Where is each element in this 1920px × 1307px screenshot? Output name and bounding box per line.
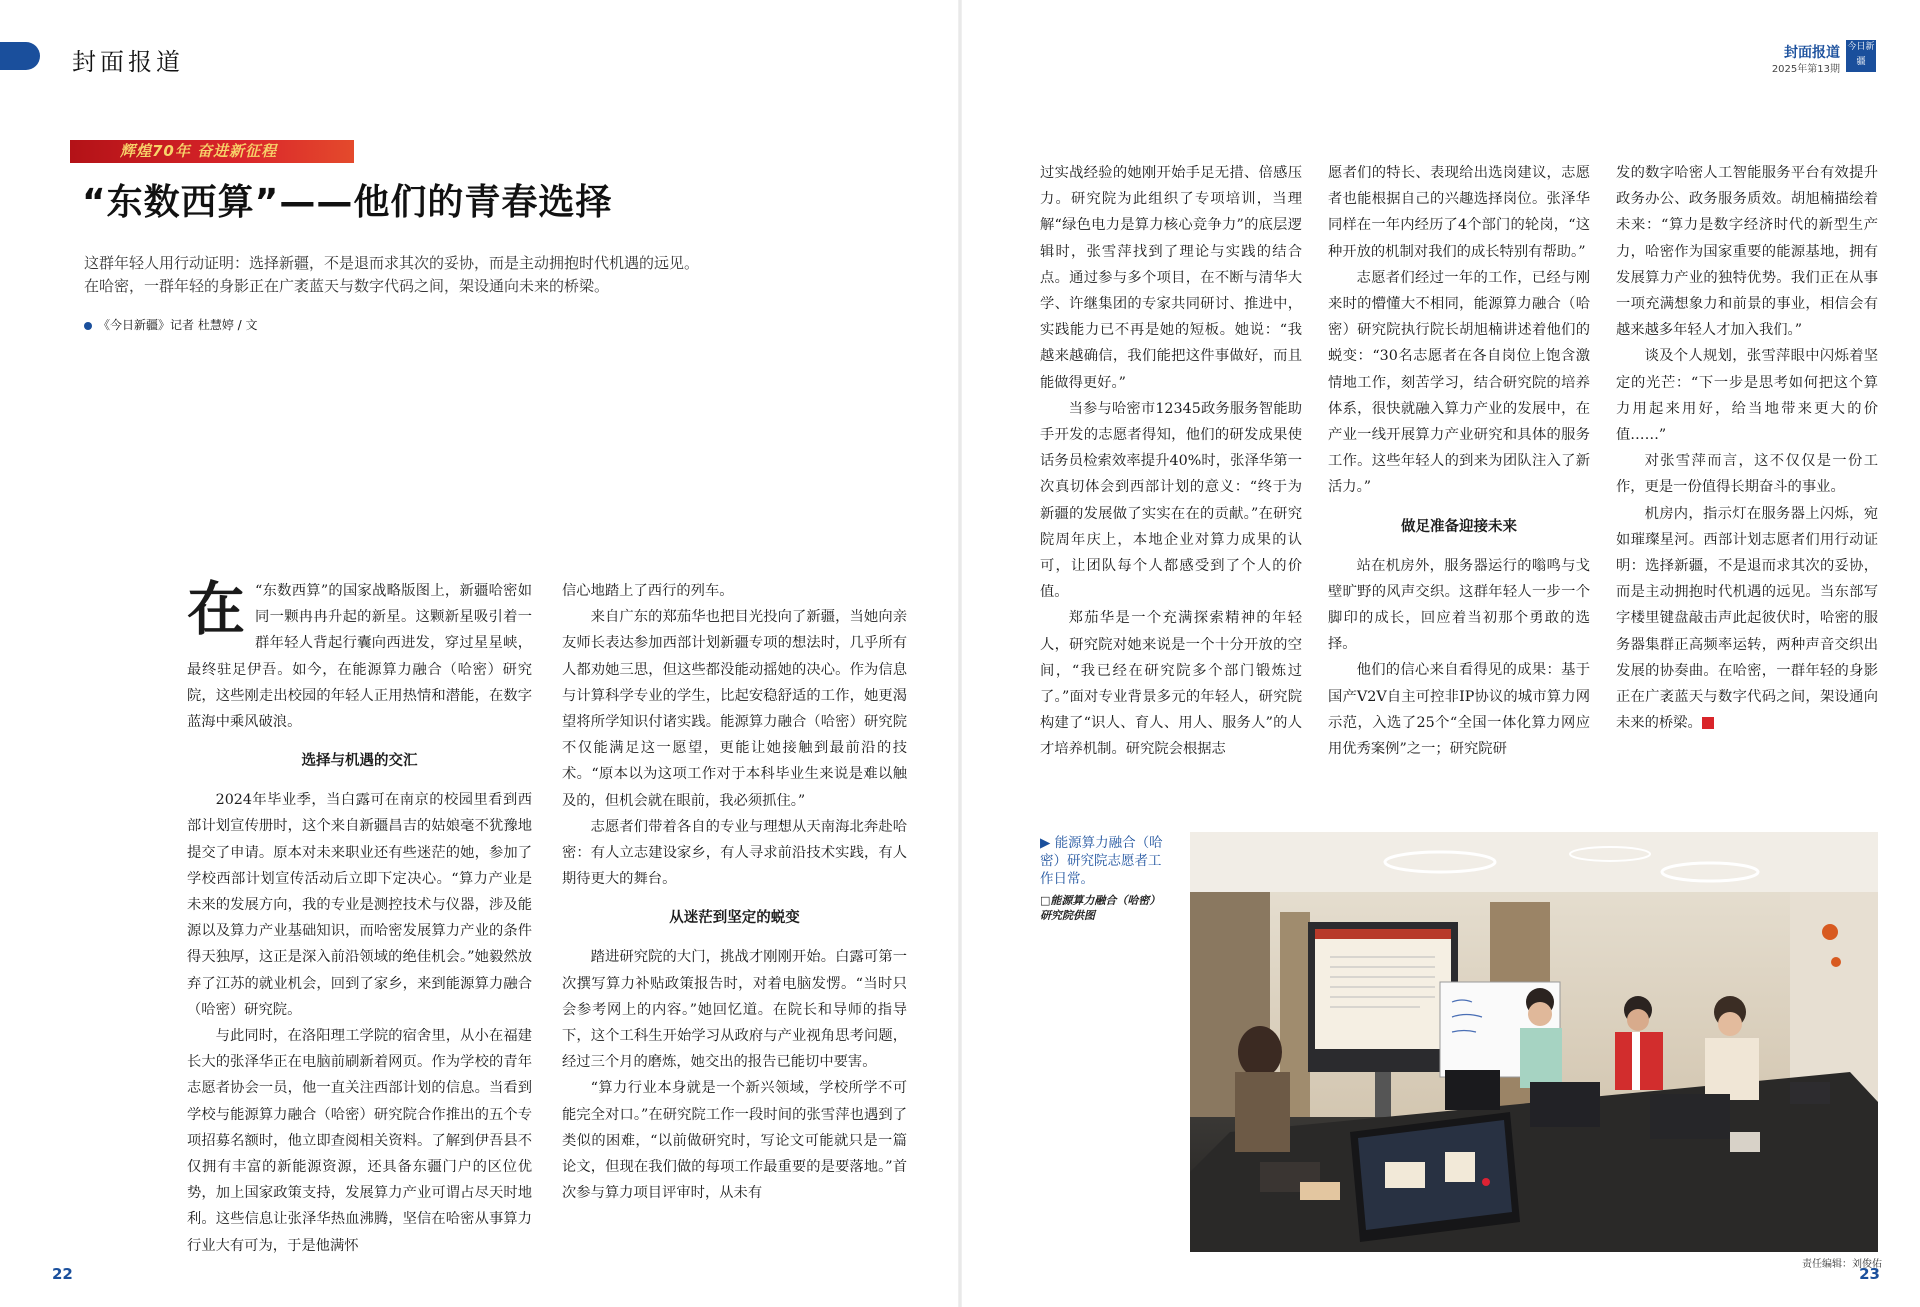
paragraph: 2024年毕业季，当白露可在南京的校园里看到西部计划宣传册时，这个来自新疆昌吉的姑娘毫不犹豫地提交了申请。原本对未来职业还有些迷茫的她，参加了学校西部计划宣传活动后立即下定决心。“算力产业是未来的发展方向，我的专业是测控技术与仪器，涉及能源以及算力产业基础知识，而哈密发展算力产业的条件得天独厚，这正是深入前沿领域的绝佳机会。”她毅然放弃了江苏的就业机会，回到了家乡，来到能源算力融合（哈密）研究院。 bbox=[187, 792, 532, 1018]
byline-text: 《今日新疆》记者 杜慧婷 / 文 bbox=[98, 318, 258, 332]
paragraph-text: “东数西算”的国家战略版图上，新疆哈密如同一颗冉冉升起的新星。这颗新星吸引着一群年轻人背起行囊向西进发，穿过星星峡，最终驻足伊吾。如今，在能源算力融合（哈密）研究院，这些刚走出校园的年轻人正用热情和潜能，在数字蓝海中乘风破浪。 bbox=[187, 583, 532, 731]
paragraph: 信心地踏上了西行的列车。 bbox=[562, 583, 734, 599]
paragraph: 当参与哈密市12345政务服务智能助手开发的志愿者得知，他们的研发成果使话务员检索效率提升40%时，张泽华第一次真切体会到西部计划的意义：“终于为新疆的发展做了实实在在的贡献。”在研究院周年庆上，本地企业对算力成果的认可，让团队每个人都感受到了个人的价值。 bbox=[1040, 400, 1302, 601]
page-number-right: 23 bbox=[1859, 1265, 1880, 1283]
paragraph: 对张雪萍而言，这不仅仅是一份工作，更是一份值得长期奋斗的事业。 bbox=[1616, 453, 1878, 496]
byline-bullet-icon bbox=[84, 322, 92, 330]
page-gutter bbox=[958, 0, 962, 1307]
text-column-1 bbox=[187, 575, 532, 1259]
paragraph: 站在机房外，服务器运行的嗡鸣与戈壁旷野的风声交织。这群年轻人一步一个脚印的成长，回应着当初那个勇敢的选择。 bbox=[1328, 557, 1590, 653]
paragraph: 谈及个人规划，张雪萍眼中闪烁着坚定的光芒：“下一步是思考如何把这个算力用起来用好，给当地带来更大的价值……” bbox=[1616, 348, 1878, 444]
page-number-left: 22 bbox=[52, 1265, 73, 1283]
paragraph: 志愿者们带着各自的专业与理想从天南海北奔赴哈密：有人立志建设家乡，有人寻求前沿技术实践，有人期待更大的舞台。 bbox=[562, 818, 907, 888]
subheading: 选择与机遇的交汇 bbox=[301, 753, 418, 770]
paragraph: 他们的信心来自看得见的成果：基于国产V2V自主可控非IP协议的城市算力网示范，入选了25个“全国一体化算力网应用优秀案例”之一；研究院研 bbox=[1328, 662, 1590, 758]
paragraph bbox=[187, 575, 532, 735]
section-tab-marker bbox=[0, 42, 40, 70]
paragraph: 与此同时，在洛阳理工学院的宿舍里，从小在福建长大的张泽华正在电脑前刷新着网页。作为学校的青年志愿者协会一员，他一直关注西部计划的信息。当看到学校与能源算力融合（哈密）研究院合作推出的五个专项招募名额时，他立即查阅相关资料。了解到伊吾县不仅拥有丰富的新能源资源，还具备东疆门户的区位优势，加上国家政策支持，发展算力产业可谓占尽天时地利。这些信息让张泽华热血沸腾，坚信在哈密从事算力行业大有可为，于是他满怀 bbox=[187, 1028, 532, 1254]
photo-caption bbox=[1040, 834, 1170, 888]
office-scene-illustration bbox=[1190, 832, 1878, 1252]
subheading: 做足准备迎接未来 bbox=[1401, 518, 1517, 535]
paragraph: “算力行业本身就是一个新兴领域，学校所学不可能完全对口。”在研究院工作一段时间的张雪萍也遇到了类似的困难，“以前做研究时，写论文可能就只是一篇论文，但现在我们做的每项工作最重要的是要落地。”首次参与算力项目评审时，从未有 bbox=[562, 1080, 907, 1202]
lead-line-2: 在哈密，一群年轻的身影正在广袤蓝天与数字代码之间，架设通向未来的桥梁。 bbox=[84, 277, 610, 295]
paragraph-text: 机房内，指示灯在服务器上闪烁，宛如璀璨星河。西部计划志愿者们用行动证明：选择新疆，不是退而求其次的妥协，而是主动拥抱时代机遇的远见。当东部写字楼里键盘敲击声此起彼伏时，哈密的服务器集群正高频率运转，两种声音交织出发展的协奏曲。在哈密，一群年轻的身影正在广袤蓝天与数字代码之间，架设通向未来的桥梁。 bbox=[1616, 505, 1878, 732]
end-mark-icon: J bbox=[1702, 717, 1714, 729]
paragraph: 志愿者们经过一年的工作，已经与刚来时的懵懂大不相同，能源算力融合（哈密）研究院执行院长胡旭楠讲述着他们的蜕变：“30名志愿者在各自岗位上饱含激情地工作，刻苦学习，结合研究院的培养体系，很快就融入算力产业的发展中，在产业一线开展算力产业研究和具体的服务工作。这些年轻人的到来为团队注入了新活力。” bbox=[1328, 269, 1590, 496]
issue-number: 2025年第13期 bbox=[1771, 64, 1840, 75]
paragraph: 郑茄华是一个充满探索精神的年轻人，研究院对她来说是一个十分开放的空间，“我已经在研究院多个部门锻炼过了。”面对专业背景多元的年轻人，研究院构建了“识人、育人、用人、服务人”的人才培养机制。研究院会根据志 bbox=[1040, 610, 1302, 758]
paragraph: 过实战经验的她刚开始手足无措、倍感压力。研究院为此组织了专项培训，当理解“绿色电力是算力核心竞争力”的底层逻辑时，张雪萍找到了理论与实践的结合点。通过参与多个项目，在不断与清华大学、许继集团的专家共同研讨、推进中，实践能力已不再是她的短板。她说：“我越来越确信，我们能把这件事做好，而且能做得更好。” bbox=[1040, 165, 1302, 391]
drop-cap: 在 bbox=[187, 575, 246, 643]
subheading: 从迷茫到坚定的蜕变 bbox=[669, 910, 800, 927]
paragraph: 来自广东的郑茄华也把目光投向了新疆，当她向亲友师长表达参加西部计划新疆专项的想法时，几乎所有人都劝她三思，但这些都没能动摇她的决心。作为信息与计算科学专业的学生，比起安稳舒适的工作，她更渴望将所学知识付诸实践。能源算力融合（哈密）研究院不仅能满足这一愿望，更能让她接触到最前沿的技术。“原本以为这项工作对于本科毕业生来说是难以触及的，但机会就在眼前，我必须抓住。” bbox=[562, 609, 907, 809]
section-title-left: 封面报道 bbox=[72, 48, 184, 76]
text-column-3 bbox=[1040, 160, 1302, 763]
caption-arrow-icon: ▶ bbox=[1040, 835, 1051, 851]
photo-credit: □能源算力融合（哈密）研究院供图 bbox=[1040, 894, 1161, 922]
article-title: “东数西算”——他们的青春选择 bbox=[82, 182, 613, 223]
paragraph: 发的数字哈密人工智能服务平台有效提升政务办公、政务服务质效。胡旭楠描绘着未来：“算力是数字经济时代的新型生产力，哈密作为国家重要的能源基地，拥有发展算力产业的独特优势。我们正在从事一项充满想象力和前景的事业，相信会有越来越多年轻人才加入我们。” bbox=[1616, 165, 1878, 339]
magazine-logo: 今日新疆 bbox=[1846, 40, 1876, 72]
anniversary-banner: 辉煌70年 奋进新征程 bbox=[70, 140, 354, 163]
byline bbox=[84, 316, 258, 333]
article-lead bbox=[84, 252, 724, 298]
text-column-4 bbox=[1328, 160, 1590, 762]
paragraph: 踏进研究院的大门，挑战才刚刚开始。白露可第一次撰写算力补贴政策报告时，对着电脑发愣。“当时只会参考网上的内容。”她回忆道。在院长和导师的指导下，这个工科生开始学习从政府与产业视角思考问题，经过三个月的磨炼，她交出的报告已能切中要害。 bbox=[562, 949, 907, 1071]
text-column-5 bbox=[1616, 160, 1878, 736]
section-title-right: 封面报道 bbox=[1784, 45, 1840, 61]
editor-credit: 责任编辑：刘俊佑 bbox=[1802, 1259, 1882, 1270]
text-column-2 bbox=[562, 578, 907, 1206]
caption-text: 能源算力融合（哈密）研究院志愿者工作日常。 bbox=[1040, 835, 1163, 887]
lead-line-1: 这群年轻人用行动证明：选择新疆，不是退而求其次的妥协，而是主动拥抱时代机遇的远见。 bbox=[84, 254, 700, 272]
paragraph: 愿者们的特长、表现给出选岗建议，志愿者也能根据自己的兴趣选择岗位。张泽华同样在一年内经历了4个部门的轮岗，“这种开放的机制对我们的成长特别有帮助。” bbox=[1328, 165, 1590, 260]
paragraph bbox=[1616, 501, 1878, 737]
article-photo bbox=[1190, 832, 1878, 1252]
